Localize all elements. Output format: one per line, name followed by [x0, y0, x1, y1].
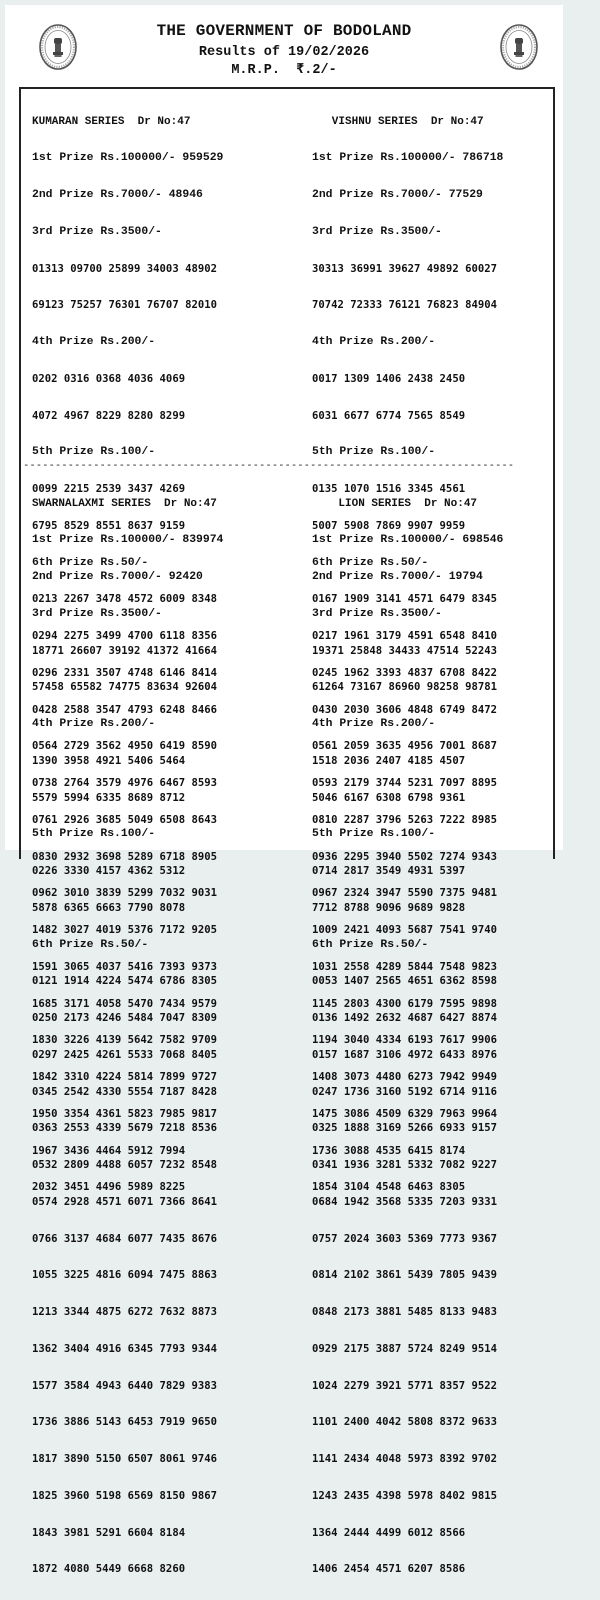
- sixth-prize-row: 1024 2279 3921 5771 8357 9522: [312, 1379, 497, 1392]
- fourth-prize-label: 4th Prize Rs.200/-: [312, 718, 436, 730]
- sixth-prize-row: 0294 2275 3499 4700 6118 8356: [32, 630, 217, 642]
- document-header: [5, 5, 563, 87]
- series-heading: KUMARAN SERIES Dr No:47: [32, 115, 191, 128]
- sixth-prize-row: 0167 1909 3141 4571 6479 8345: [312, 593, 497, 606]
- sixth-prize-row: 0757 2024 3603 5369 7773 9367: [312, 1232, 497, 1245]
- fifth-prize-row: 0135 1070 1516 3345 4561: [312, 483, 466, 495]
- sixth-prize-row: 1685 3171 4058 5470 7434 9579: [32, 997, 217, 1010]
- third-prize-row: 19371 25848 34433 47514 52243: [312, 644, 497, 657]
- sixth-prize-row: 1031 2558 4289 5844 7548 9823: [312, 960, 497, 973]
- third-prize-row: 61264 73167 86960 98258 98781: [312, 681, 497, 694]
- third-prize-label: 3rd Prize Rs.3500/-: [32, 225, 162, 238]
- sixth-prize-row: 1194 3040 4334 6193 7617 9906: [312, 1034, 497, 1047]
- sixth-prize-row: 1950 3354 4361 5823 7985 9817: [32, 1107, 217, 1120]
- sixth-prize-row: 0247 1736 3160 5192 6714 9116: [312, 1085, 497, 1098]
- series-heading: SWARNALAXMI SERIES Dr No:47: [32, 497, 217, 510]
- fifth-prize-label: 5th Prize Rs.100/-: [312, 446, 436, 459]
- results-document: [5, 5, 563, 1576]
- sixth-prize-row: 0564 2729 3562 4950 6419 8590: [32, 740, 217, 753]
- fourth-prize-label: 4th Prize Rs.200/-: [32, 718, 156, 730]
- sixth-prize-row: 0136 1492 2632 4687 6427 8874: [312, 1012, 497, 1024]
- sixth-prize-row: 0561 2059 3635 4956 7001 8687: [312, 740, 497, 753]
- fifth-prize-label: 5th Prize Rs.100/-: [32, 446, 156, 459]
- sixth-prize-row: 1406 2454 4571 6207 8586: [312, 1563, 466, 1576]
- fifth-prize-label: 5th Prize Rs.100/-: [312, 828, 436, 841]
- sixth-prize-row: 0962 3010 3839 5299 7032 9031: [32, 887, 217, 900]
- sixth-prize-row: 0296 2331 3507 4748 6146 8414: [32, 666, 217, 679]
- sixth-prize-row: 1475 3086 4509 6329 7963 9964: [312, 1107, 497, 1120]
- sixth-prize-row: 1145 2803 4300 6179 7595 9898: [312, 997, 497, 1010]
- sixth-prize-row: 1817 3890 5150 6507 8061 9746: [32, 1453, 217, 1465]
- sixth-prize-row: 0245 1962 3393 4837 6708 8422: [312, 666, 497, 679]
- fourth-prize-row: 0017 1309 1406 2438 2450: [312, 372, 466, 385]
- sixth-prize-row: 1830 3226 4139 5642 7582 9709: [32, 1034, 217, 1047]
- sixth-prize-row: 0428 2588 3547 4793 6248 8466: [32, 703, 217, 716]
- series-block-lion: [312, 473, 503, 1600]
- sixth-prize-row: 1408 3073 4480 6273 7942 9949: [312, 1071, 497, 1083]
- fourth-prize-row: 4072 4967 8229 8280 8299: [32, 409, 186, 422]
- first-prize: 1st Prize Rs.100000/- 786718: [312, 152, 504, 165]
- sixth-prize-row: 0848 2173 3881 5485 8133 9483: [312, 1306, 497, 1318]
- first-prize: 1st Prize Rs.100000/- 698546: [312, 534, 504, 547]
- second-prize: 2nd Prize Rs.7000/- 19794: [312, 571, 483, 583]
- series-heading: LION SERIES Dr No:47: [312, 497, 478, 510]
- sixth-prize-label: 6th Prize Rs.50/-: [312, 556, 429, 569]
- fifth-prize-row: 0099 2215 2539 3437 4269: [32, 483, 186, 495]
- sixth-prize-row: 1101 2400 4042 5808 8372 9633: [312, 1416, 497, 1429]
- third-prize-row: 30313 36991 39627 49892 60027: [312, 262, 497, 275]
- section-divider: -----------------------------------------------------------------------------: [23, 459, 515, 471]
- sixth-prize-row: 0157 1687 3106 4972 6433 8976: [312, 1048, 497, 1061]
- sixth-prize-row: 0766 3137 4684 6077 7435 8676: [32, 1232, 217, 1245]
- sixth-prize-row: 0250 2173 4246 5484 7047 8309: [32, 1012, 217, 1024]
- fifth-prize-row: 5007 5908 7869 9907 9959: [312, 519, 466, 532]
- third-prize-label: 3rd Prize Rs.3500/-: [312, 225, 442, 238]
- sixth-prize-row: 0738 2764 3579 4976 6467 8593: [32, 777, 217, 789]
- fifth-prize-row: 0714 2817 3549 4931 5397: [312, 865, 466, 877]
- sixth-prize-row: 0936 2295 3940 5502 7274 9343: [312, 850, 497, 863]
- sixth-prize-row: 0830 2932 3698 5289 6718 8905: [32, 850, 217, 863]
- fourth-prize-row: 5046 6167 6308 6798 9361: [312, 791, 466, 804]
- sixth-prize-row: 0341 1936 3281 5332 7082 9227: [312, 1159, 497, 1171]
- fourth-prize-row: 5579 5994 6335 8689 8712: [32, 791, 186, 804]
- sixth-prize-row: 1213 3344 4875 6272 7632 8873: [32, 1306, 217, 1318]
- sixth-prize-label: 6th Prize Rs.50/-: [312, 938, 429, 951]
- third-prize-label: 3rd Prize Rs.3500/-: [312, 607, 442, 620]
- sixth-prize-row: 0325 1888 3169 5266 6933 9157: [312, 1122, 497, 1135]
- fourth-prize-row: 6031 6677 6774 7565 8549: [312, 409, 466, 422]
- sixth-prize-row: 1243 2435 4398 5978 8402 9815: [312, 1489, 497, 1502]
- mrp-price: M.R.P. ₹.2/-: [231, 63, 337, 78]
- sixth-prize-row: 1055 3225 4816 6094 7475 8863: [32, 1269, 217, 1282]
- series-heading: VISHNU SERIES Dr No:47: [312, 115, 484, 128]
- sixth-prize-row: 0363 2553 4339 5679 7218 8536: [32, 1122, 217, 1135]
- sixth-prize-row: 0967 2324 3947 5590 7375 9481: [312, 887, 497, 900]
- fifth-prize-row: 7712 8788 9096 9689 9828: [312, 901, 466, 914]
- sixth-prize-row: 0297 2425 4261 5533 7068 8405: [32, 1048, 217, 1061]
- sixth-prize-row: 0217 1961 3179 4591 6548 8410: [312, 630, 497, 642]
- second-prize: 2nd Prize Rs.7000/- 92420: [32, 571, 203, 583]
- sixth-prize-row: 0532 2809 4488 6057 7232 8548: [32, 1159, 217, 1171]
- sixth-prize-row: 0684 1942 3568 5335 7203 9331: [312, 1195, 497, 1208]
- first-prize: 1st Prize Rs.100000/- 839974: [32, 534, 224, 547]
- fourth-prize-row: 1390 3958 4921 5406 5464: [32, 754, 186, 767]
- sixth-prize-row: 1141 2434 4048 5973 8392 9702: [312, 1453, 497, 1465]
- sixth-prize-row: 1009 2421 4093 5687 7541 9740: [312, 924, 497, 936]
- series-block-swarnalaxmi: [32, 473, 223, 1600]
- sixth-prize-row: 0810 2287 3796 5263 7222 8985: [312, 813, 497, 826]
- sixth-prize-row: 0345 2542 4330 5554 7187 8428: [32, 1085, 217, 1098]
- sixth-prize-row: 1482 3027 4019 5376 7172 9205: [32, 924, 217, 936]
- sixth-prize-row: 1577 3584 4943 6440 7829 9383: [32, 1379, 217, 1392]
- sixth-prize-row: 1825 3960 5198 6569 8150 9867: [32, 1489, 217, 1502]
- fourth-prize-row: 0202 0316 0368 4036 4069: [32, 372, 186, 385]
- third-prize-label: 3rd Prize Rs.3500/-: [32, 607, 162, 620]
- sixth-prize-row: 1362 3404 4916 6345 7793 9344: [32, 1342, 217, 1355]
- sixth-prize-row: 1736 3088 4535 6415 8174: [312, 1144, 466, 1157]
- sixth-prize-label: 6th Prize Rs.50/-: [32, 938, 149, 951]
- sixth-prize-label: 6th Prize Rs.50/-: [32, 556, 149, 569]
- sixth-prize-row: 0121 1914 4224 5474 6786 8305: [32, 975, 217, 988]
- sixth-prize-row: 0213 2267 3478 4572 6009 8348: [32, 593, 217, 606]
- sixth-prize-row: 1872 4080 5449 6668 8260: [32, 1563, 186, 1576]
- sixth-prize-row: 0430 2030 3606 4848 6749 8472: [312, 703, 497, 716]
- results-date: Results of 19/02/2026: [198, 45, 370, 60]
- sixth-prize-row: 1967 3436 4464 5912 7994: [32, 1144, 186, 1157]
- sixth-prize-row: 0761 2926 3685 5049 6508 8643: [32, 813, 217, 826]
- fourth-prize-row: 1518 2036 2407 4185 4507: [312, 754, 466, 767]
- sixth-prize-row: 1842 3310 4224 5814 7899 9727: [32, 1071, 217, 1083]
- sixth-prize-row: 0574 2928 4571 6071 7366 8641: [32, 1195, 217, 1208]
- fifth-prize-label: 5th Prize Rs.100/-: [32, 828, 156, 841]
- sixth-prize-row: 1364 2444 4499 6012 8566: [312, 1526, 466, 1539]
- sixth-prize-row: 0593 2179 3744 5231 7097 8895: [312, 777, 497, 789]
- sixth-prize-row: 0929 2175 3887 5724 8249 9514: [312, 1342, 497, 1355]
- third-prize-row: 01313 09700 25899 34003 48902: [32, 262, 217, 275]
- third-prize-row: 70742 72333 76121 76823 84904: [312, 299, 497, 312]
- fifth-prize-row: 0226 3330 4157 4362 5312: [32, 865, 186, 877]
- third-prize-row: 69123 75257 76301 76707 82010: [32, 299, 217, 312]
- sixth-prize-row: 1843 3981 5291 6604 8184: [32, 1526, 186, 1539]
- second-prize: 2nd Prize Rs.7000/- 48946: [32, 189, 203, 201]
- sixth-prize-row: 2032 3451 4496 5989 8225: [32, 1181, 186, 1194]
- fourth-prize-label: 4th Prize Rs.200/-: [312, 336, 436, 348]
- sixth-prize-row: 0814 2102 3861 5439 7805 9439: [312, 1269, 497, 1282]
- fourth-prize-label: 4th Prize Rs.200/-: [32, 336, 156, 348]
- sixth-prize-row: 1854 3104 4548 6463 8305: [312, 1181, 466, 1194]
- sixth-prize-row: 0053 1407 2565 4651 6362 8598: [312, 975, 497, 988]
- government-title: THE GOVERNMENT OF BODOLAND: [156, 22, 412, 40]
- fifth-prize-row: 6795 8529 8551 8637 9159: [32, 519, 186, 532]
- fifth-prize-row: 5878 6365 6663 7790 8078: [32, 901, 186, 914]
- third-prize-row: 18771 26607 39192 41372 41664: [32, 644, 217, 657]
- first-prize: 1st Prize Rs.100000/- 959529: [32, 152, 224, 165]
- sixth-prize-row: 1736 3886 5143 6453 7919 9650: [32, 1416, 217, 1429]
- results-box: [19, 87, 555, 1576]
- second-prize: 2nd Prize Rs.7000/- 77529: [312, 189, 483, 201]
- sixth-prize-row: 1591 3065 4037 5416 7393 9373: [32, 960, 217, 973]
- third-prize-row: 57458 65582 74775 83634 92604: [32, 681, 217, 694]
